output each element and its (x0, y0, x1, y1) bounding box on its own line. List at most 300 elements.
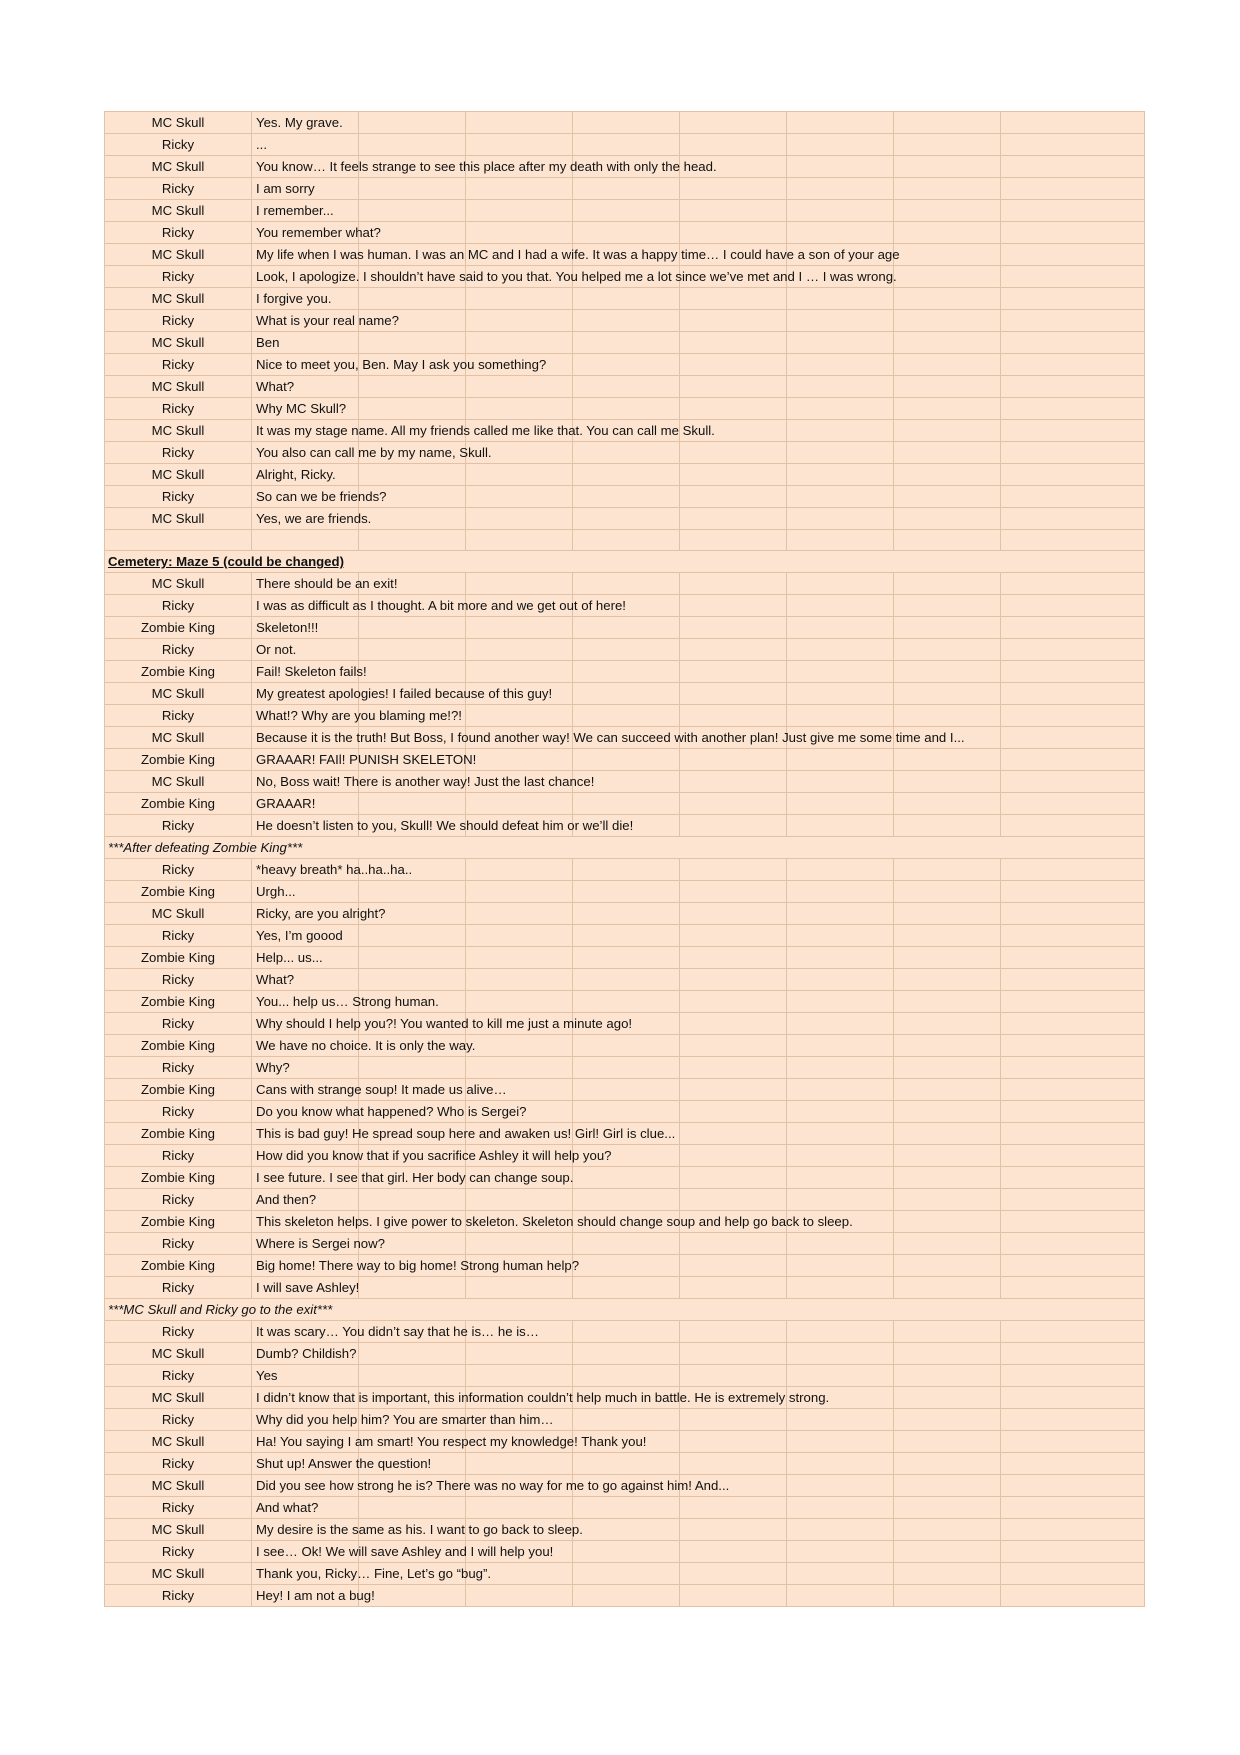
dialogue-cell[interactable] (252, 288, 359, 310)
empty-cell[interactable] (680, 595, 787, 617)
speaker-cell[interactable]: MC Skull (105, 1519, 252, 1541)
empty-cell[interactable] (359, 508, 466, 530)
empty-cell[interactable] (466, 1189, 573, 1211)
empty-cell[interactable] (787, 925, 894, 947)
speaker-cell[interactable]: Ricky (105, 639, 252, 661)
empty-cell[interactable] (1001, 1211, 1145, 1233)
empty-cell[interactable] (894, 1123, 1001, 1145)
empty-cell[interactable] (894, 705, 1001, 727)
speaker-cell[interactable]: Zombie King (105, 1255, 252, 1277)
empty-cell[interactable] (1001, 1387, 1145, 1409)
empty-cell[interactable] (573, 200, 680, 222)
empty-cell[interactable] (573, 969, 680, 991)
empty-cell[interactable] (573, 881, 680, 903)
dialogue-cell[interactable] (252, 617, 359, 639)
empty-cell[interactable] (573, 1519, 680, 1541)
empty-cell[interactable] (1001, 1277, 1145, 1299)
empty-cell[interactable] (1001, 354, 1145, 376)
empty-cell[interactable] (359, 178, 466, 200)
empty-cell[interactable] (1001, 639, 1145, 661)
empty-cell[interactable] (466, 1343, 573, 1365)
empty-cell[interactable] (894, 661, 1001, 683)
empty-cell[interactable] (787, 749, 894, 771)
empty-cell[interactable] (680, 486, 787, 508)
empty-cell[interactable] (787, 1233, 894, 1255)
empty-cell[interactable] (787, 332, 894, 354)
empty-cell[interactable] (466, 925, 573, 947)
empty-cell[interactable] (1001, 749, 1145, 771)
empty-cell[interactable] (787, 1497, 894, 1519)
empty-cell[interactable] (680, 332, 787, 354)
empty-cell[interactable] (894, 1563, 1001, 1585)
empty-cell[interactable] (1001, 1585, 1145, 1607)
empty-cell[interactable] (1001, 771, 1145, 793)
speaker-cell[interactable]: Ricky (105, 1541, 252, 1563)
speaker-cell[interactable]: Zombie King (105, 1211, 252, 1233)
speaker-cell[interactable]: MC Skull (105, 288, 252, 310)
empty-cell[interactable] (894, 464, 1001, 486)
empty-cell[interactable] (680, 222, 787, 244)
empty-cell[interactable] (894, 595, 1001, 617)
empty-cell[interactable] (680, 464, 787, 486)
empty-cell[interactable] (573, 1079, 680, 1101)
empty-cell[interactable] (680, 1101, 787, 1123)
empty-cell[interactable] (894, 1057, 1001, 1079)
empty-cell[interactable] (466, 1277, 573, 1299)
empty-cell[interactable] (359, 1277, 466, 1299)
dialogue-cell[interactable] (252, 442, 492, 464)
empty-cell[interactable] (466, 661, 573, 683)
empty-cell[interactable] (787, 1145, 894, 1167)
speaker-cell[interactable]: MC Skull (105, 464, 252, 486)
empty-cell[interactable] (573, 1365, 680, 1387)
empty-cell[interactable] (680, 1409, 787, 1431)
empty-cell[interactable] (894, 1519, 1001, 1541)
empty-cell[interactable] (466, 903, 573, 925)
dialogue-cell[interactable] (252, 991, 439, 1013)
empty-cell[interactable] (680, 134, 787, 156)
empty-cell[interactable] (466, 310, 573, 332)
empty-cell[interactable] (894, 288, 1001, 310)
empty-cell[interactable] (466, 200, 573, 222)
dialogue-cell[interactable] (252, 771, 595, 793)
dialogue-cell[interactable] (252, 793, 359, 815)
empty-cell[interactable] (787, 1343, 894, 1365)
empty-cell[interactable] (1001, 420, 1145, 442)
empty-cell[interactable] (787, 1541, 894, 1563)
empty-cell[interactable] (359, 530, 466, 551)
empty-cell[interactable] (680, 354, 787, 376)
empty-cell[interactable] (894, 200, 1001, 222)
speaker-cell[interactable]: MC Skull (105, 112, 252, 134)
empty-cell[interactable] (680, 903, 787, 925)
empty-cell[interactable] (466, 508, 573, 530)
empty-cell[interactable] (680, 1519, 787, 1541)
empty-cell[interactable] (894, 530, 1001, 551)
empty-cell[interactable] (1001, 617, 1145, 639)
empty-cell[interactable] (466, 947, 573, 969)
empty-cell[interactable] (466, 112, 573, 134)
empty-cell[interactable] (359, 793, 466, 815)
empty-cell[interactable] (573, 749, 680, 771)
empty-cell[interactable] (894, 1365, 1001, 1387)
empty-cell[interactable] (680, 442, 787, 464)
empty-cell[interactable] (252, 530, 359, 551)
empty-cell[interactable] (466, 859, 573, 881)
empty-cell[interactable] (787, 573, 894, 595)
empty-cell[interactable] (1001, 1013, 1145, 1035)
empty-cell[interactable] (894, 1079, 1001, 1101)
empty-cell[interactable] (573, 617, 680, 639)
empty-cell[interactable] (787, 1475, 894, 1497)
empty-cell[interactable] (1001, 178, 1145, 200)
empty-cell[interactable] (894, 1233, 1001, 1255)
empty-cell[interactable] (1001, 1167, 1145, 1189)
empty-cell[interactable] (680, 1189, 787, 1211)
empty-cell[interactable] (573, 1409, 680, 1431)
empty-cell[interactable] (894, 112, 1001, 134)
empty-cell[interactable] (787, 1123, 894, 1145)
dialogue-cell[interactable] (252, 639, 359, 661)
empty-cell[interactable] (787, 442, 894, 464)
speaker-cell[interactable]: Zombie King (105, 947, 252, 969)
empty-cell[interactable] (787, 1365, 894, 1387)
empty-cell[interactable] (1001, 1475, 1145, 1497)
empty-cell[interactable] (680, 1563, 787, 1585)
empty-cell[interactable] (573, 1321, 680, 1343)
dialogue-cell[interactable] (252, 1013, 633, 1035)
dialogue-cell[interactable] (252, 903, 386, 925)
empty-cell[interactable] (787, 1409, 894, 1431)
empty-cell[interactable] (1001, 134, 1145, 156)
empty-cell[interactable] (359, 881, 466, 903)
empty-cell[interactable] (573, 288, 680, 310)
empty-cell[interactable] (1001, 1057, 1145, 1079)
empty-cell[interactable] (894, 266, 1001, 288)
speaker-cell[interactable]: Ricky (105, 595, 252, 617)
empty-cell[interactable] (573, 530, 680, 551)
empty-cell[interactable] (466, 639, 573, 661)
dialogue-cell[interactable] (252, 1453, 432, 1475)
empty-cell[interactable] (680, 1277, 787, 1299)
empty-cell[interactable] (787, 1453, 894, 1475)
empty-cell[interactable] (466, 573, 573, 595)
empty-cell[interactable] (894, 1343, 1001, 1365)
empty-cell[interactable] (1001, 530, 1145, 551)
empty-cell[interactable] (359, 661, 466, 683)
speaker-cell[interactable]: MC Skull (105, 332, 252, 354)
speaker-cell[interactable]: MC Skull (105, 1387, 252, 1409)
empty-cell[interactable] (787, 947, 894, 969)
empty-cell[interactable] (466, 991, 573, 1013)
empty-cell[interactable] (680, 661, 787, 683)
empty-cell[interactable] (359, 639, 466, 661)
dialogue-cell[interactable] (252, 1255, 580, 1277)
empty-cell[interactable] (680, 376, 787, 398)
dialogue-cell[interactable] (252, 266, 897, 288)
dialogue-cell[interactable] (252, 1277, 359, 1299)
empty-cell[interactable] (1001, 947, 1145, 969)
empty-cell[interactable] (894, 376, 1001, 398)
empty-cell[interactable] (359, 376, 466, 398)
empty-cell[interactable] (573, 398, 680, 420)
dialogue-cell[interactable] (252, 1563, 492, 1585)
dialogue-cell[interactable] (252, 178, 359, 200)
empty-cell[interactable] (466, 969, 573, 991)
empty-cell[interactable] (1001, 156, 1145, 178)
empty-cell[interactable] (1001, 266, 1145, 288)
empty-cell[interactable] (894, 1277, 1001, 1299)
empty-cell[interactable] (787, 464, 894, 486)
speaker-cell[interactable]: Ricky (105, 1365, 252, 1387)
speaker-cell[interactable]: Ricky (105, 222, 252, 244)
empty-cell[interactable] (680, 1079, 787, 1101)
empty-cell[interactable] (573, 508, 680, 530)
empty-cell[interactable] (787, 991, 894, 1013)
empty-cell[interactable] (894, 486, 1001, 508)
empty-cell[interactable] (787, 486, 894, 508)
empty-cell[interactable] (573, 1233, 680, 1255)
empty-cell[interactable] (573, 1541, 680, 1563)
empty-cell[interactable] (894, 749, 1001, 771)
empty-cell[interactable] (1001, 376, 1145, 398)
dialogue-cell[interactable] (252, 1475, 730, 1497)
empty-cell[interactable] (1001, 244, 1145, 266)
dialogue-cell[interactable] (252, 661, 367, 683)
empty-cell[interactable] (894, 442, 1001, 464)
empty-cell[interactable] (787, 1013, 894, 1035)
dialogue-cell[interactable] (252, 332, 359, 354)
dialogue-cell[interactable] (252, 1387, 830, 1409)
dialogue-cell[interactable] (252, 1211, 853, 1233)
empty-cell[interactable] (787, 1321, 894, 1343)
empty-cell[interactable] (680, 530, 787, 551)
empty-cell[interactable] (680, 749, 787, 771)
speaker-cell[interactable]: Ricky (105, 398, 252, 420)
empty-cell[interactable] (1001, 1255, 1145, 1277)
speaker-cell[interactable]: Ricky (105, 925, 252, 947)
empty-cell[interactable] (787, 639, 894, 661)
empty-cell[interactable] (573, 683, 680, 705)
dialogue-cell[interactable] (252, 464, 359, 486)
dialogue-cell[interactable] (252, 573, 398, 595)
empty-cell[interactable] (573, 1057, 680, 1079)
speaker-cell[interactable]: Ricky (105, 1233, 252, 1255)
empty-cell[interactable] (787, 398, 894, 420)
dialogue-cell[interactable] (252, 1057, 359, 1079)
empty-cell[interactable] (894, 683, 1001, 705)
dialogue-cell[interactable] (252, 112, 359, 134)
speaker-cell[interactable]: Zombie King (105, 793, 252, 815)
empty-cell[interactable] (894, 793, 1001, 815)
empty-cell[interactable] (787, 1057, 894, 1079)
dialogue-cell[interactable] (252, 222, 381, 244)
empty-cell[interactable] (680, 398, 787, 420)
dialogue-cell[interactable] (252, 200, 359, 222)
empty-cell[interactable] (466, 1585, 573, 1607)
empty-cell[interactable] (787, 793, 894, 815)
empty-cell[interactable] (1001, 969, 1145, 991)
empty-cell[interactable] (1001, 1035, 1145, 1057)
empty-cell[interactable] (1001, 1123, 1145, 1145)
empty-cell[interactable] (787, 595, 894, 617)
empty-cell[interactable] (573, 1585, 680, 1607)
speaker-cell[interactable]: MC Skull (105, 376, 252, 398)
empty-cell[interactable] (787, 178, 894, 200)
empty-cell[interactable] (680, 969, 787, 991)
empty-cell[interactable] (894, 881, 1001, 903)
empty-cell[interactable] (359, 925, 466, 947)
empty-cell[interactable] (573, 1167, 680, 1189)
empty-cell[interactable] (573, 178, 680, 200)
speaker-cell[interactable]: MC Skull (105, 573, 252, 595)
speaker-cell[interactable]: MC Skull (105, 727, 252, 749)
empty-cell[interactable] (1001, 1233, 1145, 1255)
stage-direction[interactable]: ***After defeating Zombie King*** (105, 837, 1145, 859)
empty-cell[interactable] (787, 1563, 894, 1585)
empty-cell[interactable] (894, 639, 1001, 661)
empty-cell[interactable] (680, 310, 787, 332)
empty-cell[interactable] (680, 991, 787, 1013)
speaker-cell[interactable]: Ricky (105, 1453, 252, 1475)
empty-cell[interactable] (1001, 903, 1145, 925)
empty-cell[interactable] (573, 1101, 680, 1123)
speaker-cell[interactable]: MC Skull (105, 903, 252, 925)
empty-cell[interactable] (573, 793, 680, 815)
empty-cell[interactable] (680, 1233, 787, 1255)
empty-cell[interactable] (573, 661, 680, 683)
dialogue-cell[interactable] (252, 354, 547, 376)
empty-cell[interactable] (787, 156, 894, 178)
speaker-cell[interactable]: Ricky (105, 1497, 252, 1519)
empty-cell[interactable] (573, 947, 680, 969)
empty-cell[interactable] (1001, 727, 1145, 749)
dialogue-cell[interactable] (252, 925, 359, 947)
speaker-cell[interactable]: Ricky (105, 354, 252, 376)
speaker-cell[interactable]: MC Skull (105, 1343, 252, 1365)
speaker-cell[interactable]: Ricky (105, 486, 252, 508)
dialogue-cell[interactable] (252, 1101, 527, 1123)
empty-cell[interactable] (680, 639, 787, 661)
empty-cell[interactable] (894, 134, 1001, 156)
empty-cell[interactable] (894, 947, 1001, 969)
empty-cell[interactable] (1001, 991, 1145, 1013)
dialogue-cell[interactable] (252, 1189, 359, 1211)
dialogue-cell[interactable] (252, 508, 372, 530)
empty-cell[interactable] (894, 354, 1001, 376)
dialogue-cell[interactable] (252, 244, 900, 266)
empty-cell[interactable] (787, 1519, 894, 1541)
speaker-cell[interactable]: Zombie King (105, 661, 252, 683)
dialogue-cell[interactable] (252, 1519, 583, 1541)
empty-cell[interactable] (1001, 200, 1145, 222)
empty-cell[interactable] (573, 1277, 680, 1299)
speaker-cell[interactable]: MC Skull (105, 1431, 252, 1453)
empty-cell[interactable] (1001, 1431, 1145, 1453)
empty-cell[interactable] (359, 332, 466, 354)
empty-cell[interactable] (1001, 1563, 1145, 1585)
dialogue-cell[interactable] (252, 1035, 476, 1057)
empty-cell[interactable] (1001, 859, 1145, 881)
empty-cell[interactable] (573, 903, 680, 925)
empty-cell[interactable] (573, 464, 680, 486)
empty-cell[interactable] (359, 200, 466, 222)
empty-cell[interactable] (787, 288, 894, 310)
empty-cell[interactable] (894, 1453, 1001, 1475)
empty-cell[interactable] (787, 1101, 894, 1123)
speaker-cell[interactable]: Ricky (105, 1409, 252, 1431)
empty-cell[interactable] (787, 859, 894, 881)
empty-cell[interactable] (680, 1057, 787, 1079)
dialogue-cell[interactable] (252, 705, 462, 727)
empty-cell[interactable] (894, 156, 1001, 178)
empty-cell[interactable] (787, 881, 894, 903)
empty-cell[interactable] (359, 1365, 466, 1387)
empty-cell[interactable] (466, 1233, 573, 1255)
empty-cell[interactable] (573, 1035, 680, 1057)
empty-cell[interactable] (466, 1057, 573, 1079)
empty-cell[interactable] (466, 376, 573, 398)
empty-cell[interactable] (894, 1387, 1001, 1409)
empty-cell[interactable] (680, 1145, 787, 1167)
empty-cell[interactable] (680, 1431, 787, 1453)
dialogue-cell[interactable] (252, 1585, 375, 1607)
empty-cell[interactable] (1001, 1321, 1145, 1343)
speaker-cell[interactable]: Ricky (105, 705, 252, 727)
dialogue-cell[interactable] (252, 1541, 554, 1563)
empty-cell[interactable] (1001, 1497, 1145, 1519)
speaker-cell[interactable]: Ricky (105, 1057, 252, 1079)
empty-cell[interactable] (787, 617, 894, 639)
empty-cell[interactable] (466, 530, 573, 551)
empty-cell[interactable] (680, 112, 787, 134)
empty-cell[interactable] (894, 222, 1001, 244)
empty-cell[interactable] (573, 486, 680, 508)
empty-cell[interactable] (466, 749, 573, 771)
empty-cell[interactable] (1001, 332, 1145, 354)
speaker-cell[interactable]: MC Skull (105, 771, 252, 793)
empty-cell[interactable] (894, 1321, 1001, 1343)
empty-cell[interactable] (1001, 1519, 1145, 1541)
speaker-cell[interactable]: Ricky (105, 1277, 252, 1299)
empty-cell[interactable] (359, 1343, 466, 1365)
empty-cell[interactable] (1001, 815, 1145, 837)
speaker-cell[interactable]: Ricky (105, 310, 252, 332)
empty-cell[interactable] (680, 1343, 787, 1365)
empty-cell[interactable] (787, 705, 894, 727)
empty-cell[interactable] (894, 1497, 1001, 1519)
empty-cell[interactable] (894, 969, 1001, 991)
empty-cell[interactable] (680, 815, 787, 837)
empty-cell[interactable] (787, 112, 894, 134)
empty-cell[interactable] (1001, 508, 1145, 530)
empty-cell[interactable] (894, 1585, 1001, 1607)
empty-cell[interactable] (1001, 222, 1145, 244)
empty-cell[interactable] (680, 1585, 787, 1607)
empty-cell[interactable] (894, 1475, 1001, 1497)
dialogue-cell[interactable] (252, 815, 634, 837)
speaker-cell[interactable]: Ricky (105, 859, 252, 881)
empty-cell[interactable] (573, 925, 680, 947)
dialogue-cell[interactable] (252, 156, 717, 178)
empty-cell[interactable] (359, 617, 466, 639)
empty-cell[interactable] (787, 310, 894, 332)
empty-cell[interactable] (894, 1167, 1001, 1189)
empty-cell[interactable] (894, 1035, 1001, 1057)
empty-cell[interactable] (894, 178, 1001, 200)
dialogue-cell[interactable] (252, 1123, 676, 1145)
empty-cell[interactable] (1001, 1541, 1145, 1563)
